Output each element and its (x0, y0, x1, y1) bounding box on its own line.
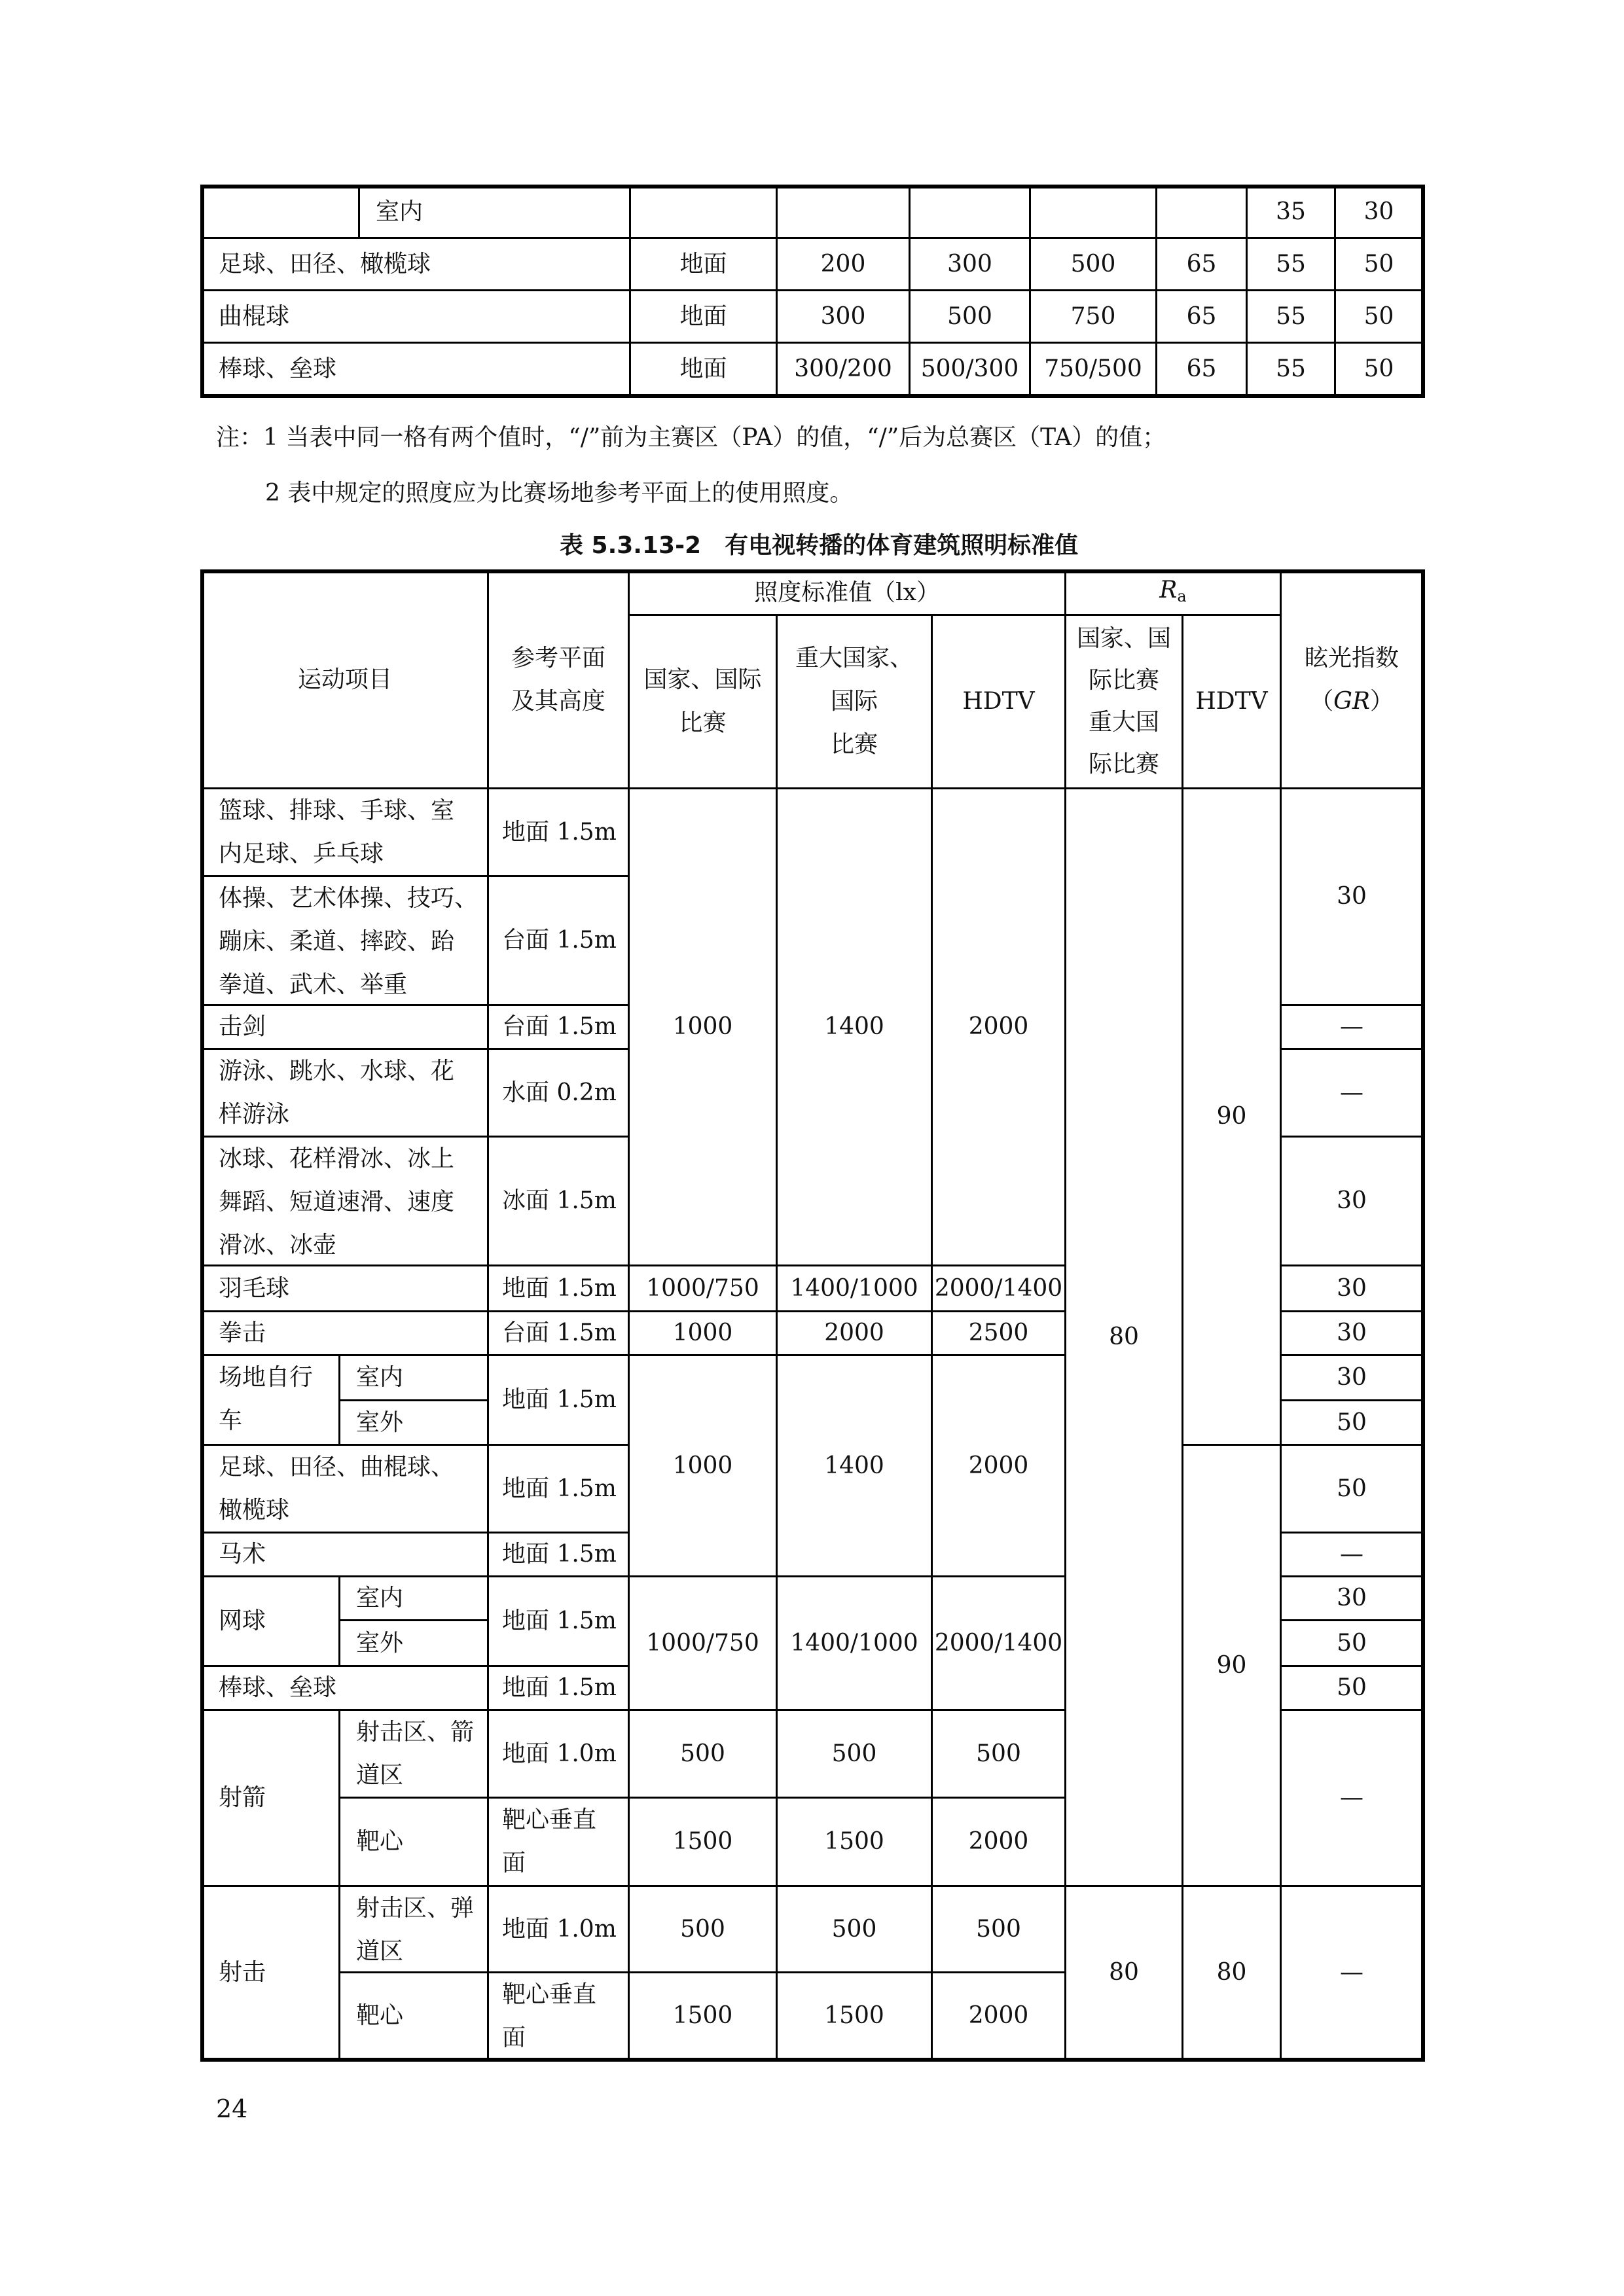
illum-cell (776, 1710, 932, 1798)
cell-text: 65 (1186, 355, 1217, 382)
cell-text: 80 (1216, 1958, 1247, 1986)
plane-cell (488, 876, 629, 1005)
cell-text: 地面 1.5m (502, 1541, 617, 1568)
cell-text: 500 (831, 1915, 877, 1943)
header-text: 国家、国际 (643, 666, 762, 693)
plane-cell (488, 1444, 629, 1533)
sport-cell (202, 1886, 340, 2059)
illum-cell (776, 1265, 932, 1312)
illum-cell (931, 1710, 1066, 1798)
cell-text: — (1340, 1079, 1363, 1106)
cell-text: 冰面 1.5m (502, 1187, 617, 1214)
cell-text: 地面 (679, 250, 727, 278)
cell-text: 300 (947, 250, 992, 278)
glare-cell (1280, 1005, 1423, 1049)
cell-text: 55 (1276, 302, 1306, 330)
table-cell (1335, 186, 1423, 238)
cell-text: 50 (1363, 250, 1394, 278)
cell-text: 靶心垂直 (502, 1806, 597, 1833)
illum-cell (628, 1972, 777, 2059)
illum-cell (931, 1576, 1066, 1710)
cell-text: 台面 1.5m (502, 1013, 617, 1040)
glare-cell (1280, 1710, 1423, 1886)
cell-text: 地面 1.0m (502, 1915, 617, 1943)
illum-cell (931, 1355, 1066, 1577)
glare-cell (1280, 788, 1423, 1005)
header-plane (488, 571, 629, 789)
glare-cell (1280, 1666, 1423, 1710)
table-cell (776, 186, 910, 238)
header-illum-major (776, 615, 932, 789)
illum-cell (628, 788, 777, 1266)
sub-sport-cell (339, 1886, 488, 1973)
cell-text: 2000 (968, 1452, 1029, 1479)
cell-text: 2000/1400 (934, 1274, 1063, 1302)
cell-text: 65 (1186, 250, 1217, 278)
cell-text: 750/500 (1044, 355, 1142, 382)
cell-text: 30 (1337, 1274, 1367, 1302)
header-text: 际比赛 (1088, 667, 1159, 694)
illum-cell (628, 1355, 777, 1577)
cell-text: 300 (820, 302, 866, 330)
cell-text: 网球 (219, 1607, 266, 1634)
sub-sport-cell (339, 1710, 488, 1798)
header-text: 运动项目 (297, 666, 392, 693)
table-cell (1335, 238, 1423, 291)
table-cell (1335, 290, 1423, 343)
table-cell (1246, 342, 1335, 395)
cell-text: 靶心 (356, 2001, 404, 2029)
cell-text: 地面 1.5m (502, 1674, 617, 1701)
header-illum-hdtv (931, 615, 1066, 789)
ra-cell (1065, 788, 1183, 1886)
ra-hdtv-cell (1182, 1444, 1281, 1886)
cell-text: 2000 (824, 1319, 884, 1346)
table-cell (1156, 238, 1247, 291)
illum-cell (628, 1710, 777, 1798)
cell-text: 50 (1337, 1408, 1367, 1436)
header-text (1159, 569, 1186, 618)
cell-text: 1500 (672, 2001, 733, 2029)
cell-text: 50 (1337, 1629, 1367, 1657)
cell-text: 1400 (824, 1013, 884, 1040)
cell-text: 样游泳 (219, 1101, 290, 1128)
table-cell (1030, 238, 1157, 291)
plane-cell (488, 1265, 629, 1312)
cell-text: 35 (1276, 198, 1306, 225)
header-ra-hdtv (1182, 615, 1281, 789)
cell-text: 道区 (356, 1938, 404, 1965)
sub-sport-cell (339, 1797, 488, 1886)
cell-text: 500 (976, 1915, 1021, 1943)
table-cell (776, 342, 910, 395)
cell-text: 体操、艺术体操、技巧、 (219, 885, 478, 912)
cell-text: 水面 0.2m (502, 1079, 617, 1106)
header-text: 及其高度 (511, 687, 605, 715)
cell-text: 室内 (356, 1364, 404, 1391)
header-ra-group (1065, 571, 1281, 615)
header-text: 重大国 (1088, 709, 1159, 736)
header-text: 比赛 (679, 709, 727, 736)
cell-text: 地面 (679, 302, 727, 330)
cell-text: 500 (680, 1915, 725, 1943)
cell-text: 足球、田径、橄榄球 (219, 250, 431, 278)
illum-cell (628, 1576, 777, 1710)
sub-sport-cell (339, 1355, 488, 1401)
table-caption: 表 5.3.13-2 有电视转播的体育建筑照明标准值 (560, 532, 1079, 559)
cell-text: 2000 (968, 2001, 1029, 2029)
cell-text: 地面 1.5m (502, 1386, 617, 1413)
plane-cell (488, 1136, 629, 1266)
table-cell (202, 290, 630, 343)
cell-text: 台面 1.5m (502, 927, 617, 954)
sport-cell (202, 1049, 488, 1137)
illum-cell (931, 1311, 1066, 1355)
table-cell (1246, 186, 1335, 238)
glare-cell (1280, 1400, 1423, 1445)
cell-text: 击剑 (219, 1013, 266, 1040)
cell-text: 地面 1.5m (502, 1274, 617, 1302)
illum-cell (628, 1265, 777, 1312)
sport-cell (202, 876, 488, 1005)
cell-text: 1500 (824, 2001, 884, 2029)
illum-cell (776, 1311, 932, 1355)
cell-text: 50 (1337, 1475, 1367, 1502)
paren: （ (1310, 687, 1334, 715)
cell-text: 1000 (672, 1319, 733, 1346)
page-number: 24 (216, 2094, 248, 2123)
plane-cell (488, 1886, 629, 1973)
cell-text: 棒球、垒球 (219, 1674, 337, 1701)
cell-text: 2500 (968, 1319, 1029, 1346)
cell-text: 面 (502, 2024, 526, 2051)
cell-text: 90 (1216, 1103, 1247, 1130)
cell-text: 棒球、垒球 (219, 355, 337, 382)
cell-text: 30 (1337, 1364, 1367, 1391)
cell-text: 1000/750 (646, 1629, 759, 1657)
illum-cell (776, 1797, 932, 1886)
cell-text: 55 (1276, 355, 1306, 382)
illum-cell (776, 1972, 932, 2059)
cell-text: 30 (1337, 1585, 1367, 1611)
ra-symbol: R (1159, 576, 1178, 603)
cell-text: 射箭 (219, 1784, 266, 1811)
plane-cell (488, 1710, 629, 1798)
cell-text: — (1340, 1013, 1363, 1040)
sport-cell (202, 1532, 488, 1577)
cell-text: 场地自行 (219, 1364, 314, 1391)
sport-cell (202, 1265, 488, 1312)
header-illuminance-group (628, 571, 1066, 615)
table-cell (1030, 342, 1157, 395)
plane-cell (488, 1666, 629, 1710)
header-text: 参考平面 (511, 644, 605, 672)
sub-sport-cell (339, 1576, 488, 1621)
cell-text: 1500 (824, 1828, 884, 1855)
cell-text: 1000 (672, 1452, 733, 1479)
cell-text: 蹦床、柔道、摔跤、跆 (219, 928, 455, 955)
cell-text: 80 (1109, 1323, 1139, 1350)
table-cell (909, 290, 1030, 343)
cell-text: 300/200 (794, 355, 892, 382)
table-cell (630, 290, 777, 343)
sub-sport-cell (339, 1620, 488, 1666)
table-cell (776, 290, 910, 343)
note-2: 2 表中规定的照度应为比赛场地参考平面上的使用照度。 (265, 480, 854, 507)
plane-cell (488, 1576, 629, 1666)
cell-text: 射击区、弹 (356, 1895, 475, 1922)
cell-text: 1000 (672, 1013, 733, 1040)
sport-cell (202, 1666, 488, 1710)
cell-text: 1400/1000 (790, 1274, 918, 1302)
cell-text: 冰球、花样滑冰、冰上 (219, 1145, 455, 1172)
sport-cell (202, 1136, 488, 1266)
cell-text: 80 (1109, 1958, 1139, 1986)
plane-cell (488, 1355, 629, 1445)
cell-text: 靶心 (356, 1828, 404, 1855)
table-cell (1156, 290, 1247, 343)
table-cell (1030, 290, 1157, 343)
table-cell (630, 186, 777, 238)
cell-text: 30 (1363, 198, 1394, 225)
plane-cell (488, 788, 629, 876)
table-cell (630, 342, 777, 395)
plane-cell (488, 1311, 629, 1355)
header-sport (202, 571, 488, 789)
cell-text: 足球、田径、曲棍球、 (219, 1454, 455, 1480)
cell-text: 750 (1070, 302, 1116, 330)
cell-text: 射击 (219, 1958, 266, 1986)
plane-cell (488, 1972, 629, 2059)
table-cell (1156, 342, 1247, 395)
cell-text: 内足球、乒乓球 (219, 840, 384, 867)
cell-text: 舞蹈、短道速滑、速度 (219, 1189, 455, 1215)
glare-cell (1280, 1049, 1423, 1137)
sub-sport-cell (339, 1972, 488, 2059)
table-cell (202, 342, 630, 395)
cell-text: 马术 (219, 1541, 266, 1568)
illum-cell (931, 1972, 1066, 2059)
table-cell (1030, 186, 1157, 238)
cell-text: 30 (1337, 1319, 1367, 1346)
header-ra-national (1065, 615, 1183, 789)
ra-hdtv-cell (1182, 788, 1281, 1445)
cell-text: 2000 (968, 1828, 1029, 1855)
cell-text: 室内 (356, 1585, 404, 1611)
cell-text: 55 (1276, 250, 1306, 278)
glare-cell (1280, 1136, 1423, 1266)
table-cell (202, 186, 359, 238)
cell-text: 室外 (356, 1408, 404, 1436)
paren: ） (1369, 687, 1394, 715)
cell-text: 地面 1.0m (502, 1740, 617, 1767)
illum-cell (776, 1886, 932, 1973)
cell-text: 台面 1.5m (502, 1319, 617, 1346)
header-text: 重大国家、 (795, 645, 913, 672)
table-cell (909, 238, 1030, 291)
cell-text: 1000/750 (646, 1274, 759, 1302)
sport-cell (202, 1005, 488, 1049)
header-text: HDTV (1195, 688, 1268, 715)
cell-text: 65 (1186, 302, 1217, 330)
cell-text: 500 (976, 1740, 1021, 1767)
glare-cell (1280, 1265, 1423, 1312)
illum-cell (628, 1311, 777, 1355)
illum-cell (776, 1355, 932, 1577)
cell-text: 30 (1337, 1187, 1367, 1214)
illum-cell (776, 1576, 932, 1710)
ra-hdtv-cell (1182, 1886, 1281, 2059)
cell-text: 游泳、跳水、水球、花 (219, 1058, 455, 1085)
illum-cell (776, 788, 932, 1266)
sport-cell (202, 1355, 340, 1445)
table-cell (909, 342, 1030, 395)
cell-text: 拳击 (219, 1319, 266, 1346)
cell-text: 500 (947, 302, 992, 330)
sport-cell (202, 1444, 488, 1533)
cell-text: 1400 (824, 1452, 884, 1479)
cell-text: — (1340, 1784, 1363, 1811)
table-cell (1156, 186, 1247, 238)
table-cell (359, 186, 630, 238)
table-cell (1246, 238, 1335, 291)
cell-text: 1500 (672, 1828, 733, 1855)
cell-text: 射击区、箭 (356, 1719, 475, 1746)
cell-text: 篮球、排球、手球、室 (219, 797, 455, 824)
header-text (1310, 680, 1394, 723)
cell-text: 1400/1000 (790, 1629, 918, 1657)
cell-text: 90 (1216, 1651, 1247, 1679)
cell-text: 室内 (376, 198, 424, 225)
sport-cell (202, 1576, 340, 1666)
glare-cell (1280, 1532, 1423, 1577)
glare-cell (1280, 1444, 1423, 1533)
cell-text: 500 (831, 1740, 877, 1767)
header-text: 照度标准值（lx） (754, 579, 940, 606)
ra-subscript: a (1177, 586, 1187, 605)
table-cell (776, 238, 910, 291)
cell-text: 地面 1.5m (502, 1607, 617, 1634)
illum-cell (931, 1886, 1066, 1973)
cell-text: 500 (1070, 250, 1116, 278)
glare-cell (1280, 1311, 1423, 1355)
cell-text: 200 (820, 250, 866, 278)
header-glare (1280, 571, 1423, 789)
glare-cell (1280, 1576, 1423, 1621)
cell-text: 2000 (968, 1013, 1029, 1040)
table-cell (630, 238, 777, 291)
header-text: 比赛 (830, 731, 878, 758)
cell-text: 室外 (356, 1629, 404, 1657)
cell-text: 拳道、武术、举重 (219, 971, 408, 998)
header-illum-national (628, 615, 777, 789)
glare-cell (1280, 1355, 1423, 1401)
table-cell (1246, 290, 1335, 343)
cell-text: 地面 1.5m (502, 818, 617, 846)
header-text: 际比赛 (1088, 751, 1159, 778)
cell-text: — (1340, 1541, 1363, 1568)
plane-cell (488, 1049, 629, 1137)
cell-text: 羽毛球 (219, 1274, 290, 1302)
plane-cell (488, 1532, 629, 1577)
cell-text: 50 (1337, 1674, 1367, 1701)
cell-text: 500/300 (920, 355, 1019, 382)
illum-cell (628, 1797, 777, 1886)
cell-text: 靶心垂直 (502, 1981, 597, 2008)
cell-text: 滑冰、冰壶 (219, 1232, 337, 1259)
gr-symbol: GR (1333, 687, 1370, 715)
cell-text: 曲棍球 (219, 302, 290, 330)
illum-cell (931, 1797, 1066, 1886)
table-cell (1335, 342, 1423, 395)
cell-text: 30 (1337, 883, 1367, 910)
header-text: 国际 (830, 688, 878, 715)
illum-cell (628, 1886, 777, 1973)
cell-text: 面 (502, 1850, 526, 1876)
glare-cell (1280, 1620, 1423, 1666)
sub-sport-cell (339, 1400, 488, 1445)
table-cell (202, 238, 630, 291)
cell-text: 橄榄球 (219, 1497, 290, 1524)
plane-cell (488, 1797, 629, 1886)
sport-cell (202, 788, 488, 876)
cell-text: 2000/1400 (934, 1629, 1063, 1657)
illum-cell (931, 1265, 1066, 1312)
header-text: 眩光指数 (1304, 644, 1399, 672)
cell-text: 地面 1.5m (502, 1475, 617, 1502)
sport-cell (202, 1311, 488, 1355)
cell-text: 500 (680, 1740, 725, 1767)
glare-cell (1280, 1886, 1423, 2059)
table-cell (909, 186, 1030, 238)
sport-cell (202, 1710, 340, 1886)
ra-cell (1065, 1886, 1183, 2059)
cell-text: 车 (219, 1407, 243, 1434)
cell-text: 50 (1363, 355, 1394, 382)
note-1: 注：1 当表中同一格有两个值时，“/”前为主赛区（PA）的值，“/”后为总赛区（TA）的值； (216, 424, 1166, 451)
plane-cell (488, 1005, 629, 1049)
header-text: HDTV (962, 688, 1035, 715)
cell-text: — (1340, 1958, 1363, 1986)
cell-text: 道区 (356, 1762, 404, 1789)
cell-text: 地面 (679, 355, 727, 382)
header-text: 国家、国 (1076, 625, 1171, 652)
illum-cell (931, 788, 1066, 1266)
cell-text: 50 (1363, 302, 1394, 330)
